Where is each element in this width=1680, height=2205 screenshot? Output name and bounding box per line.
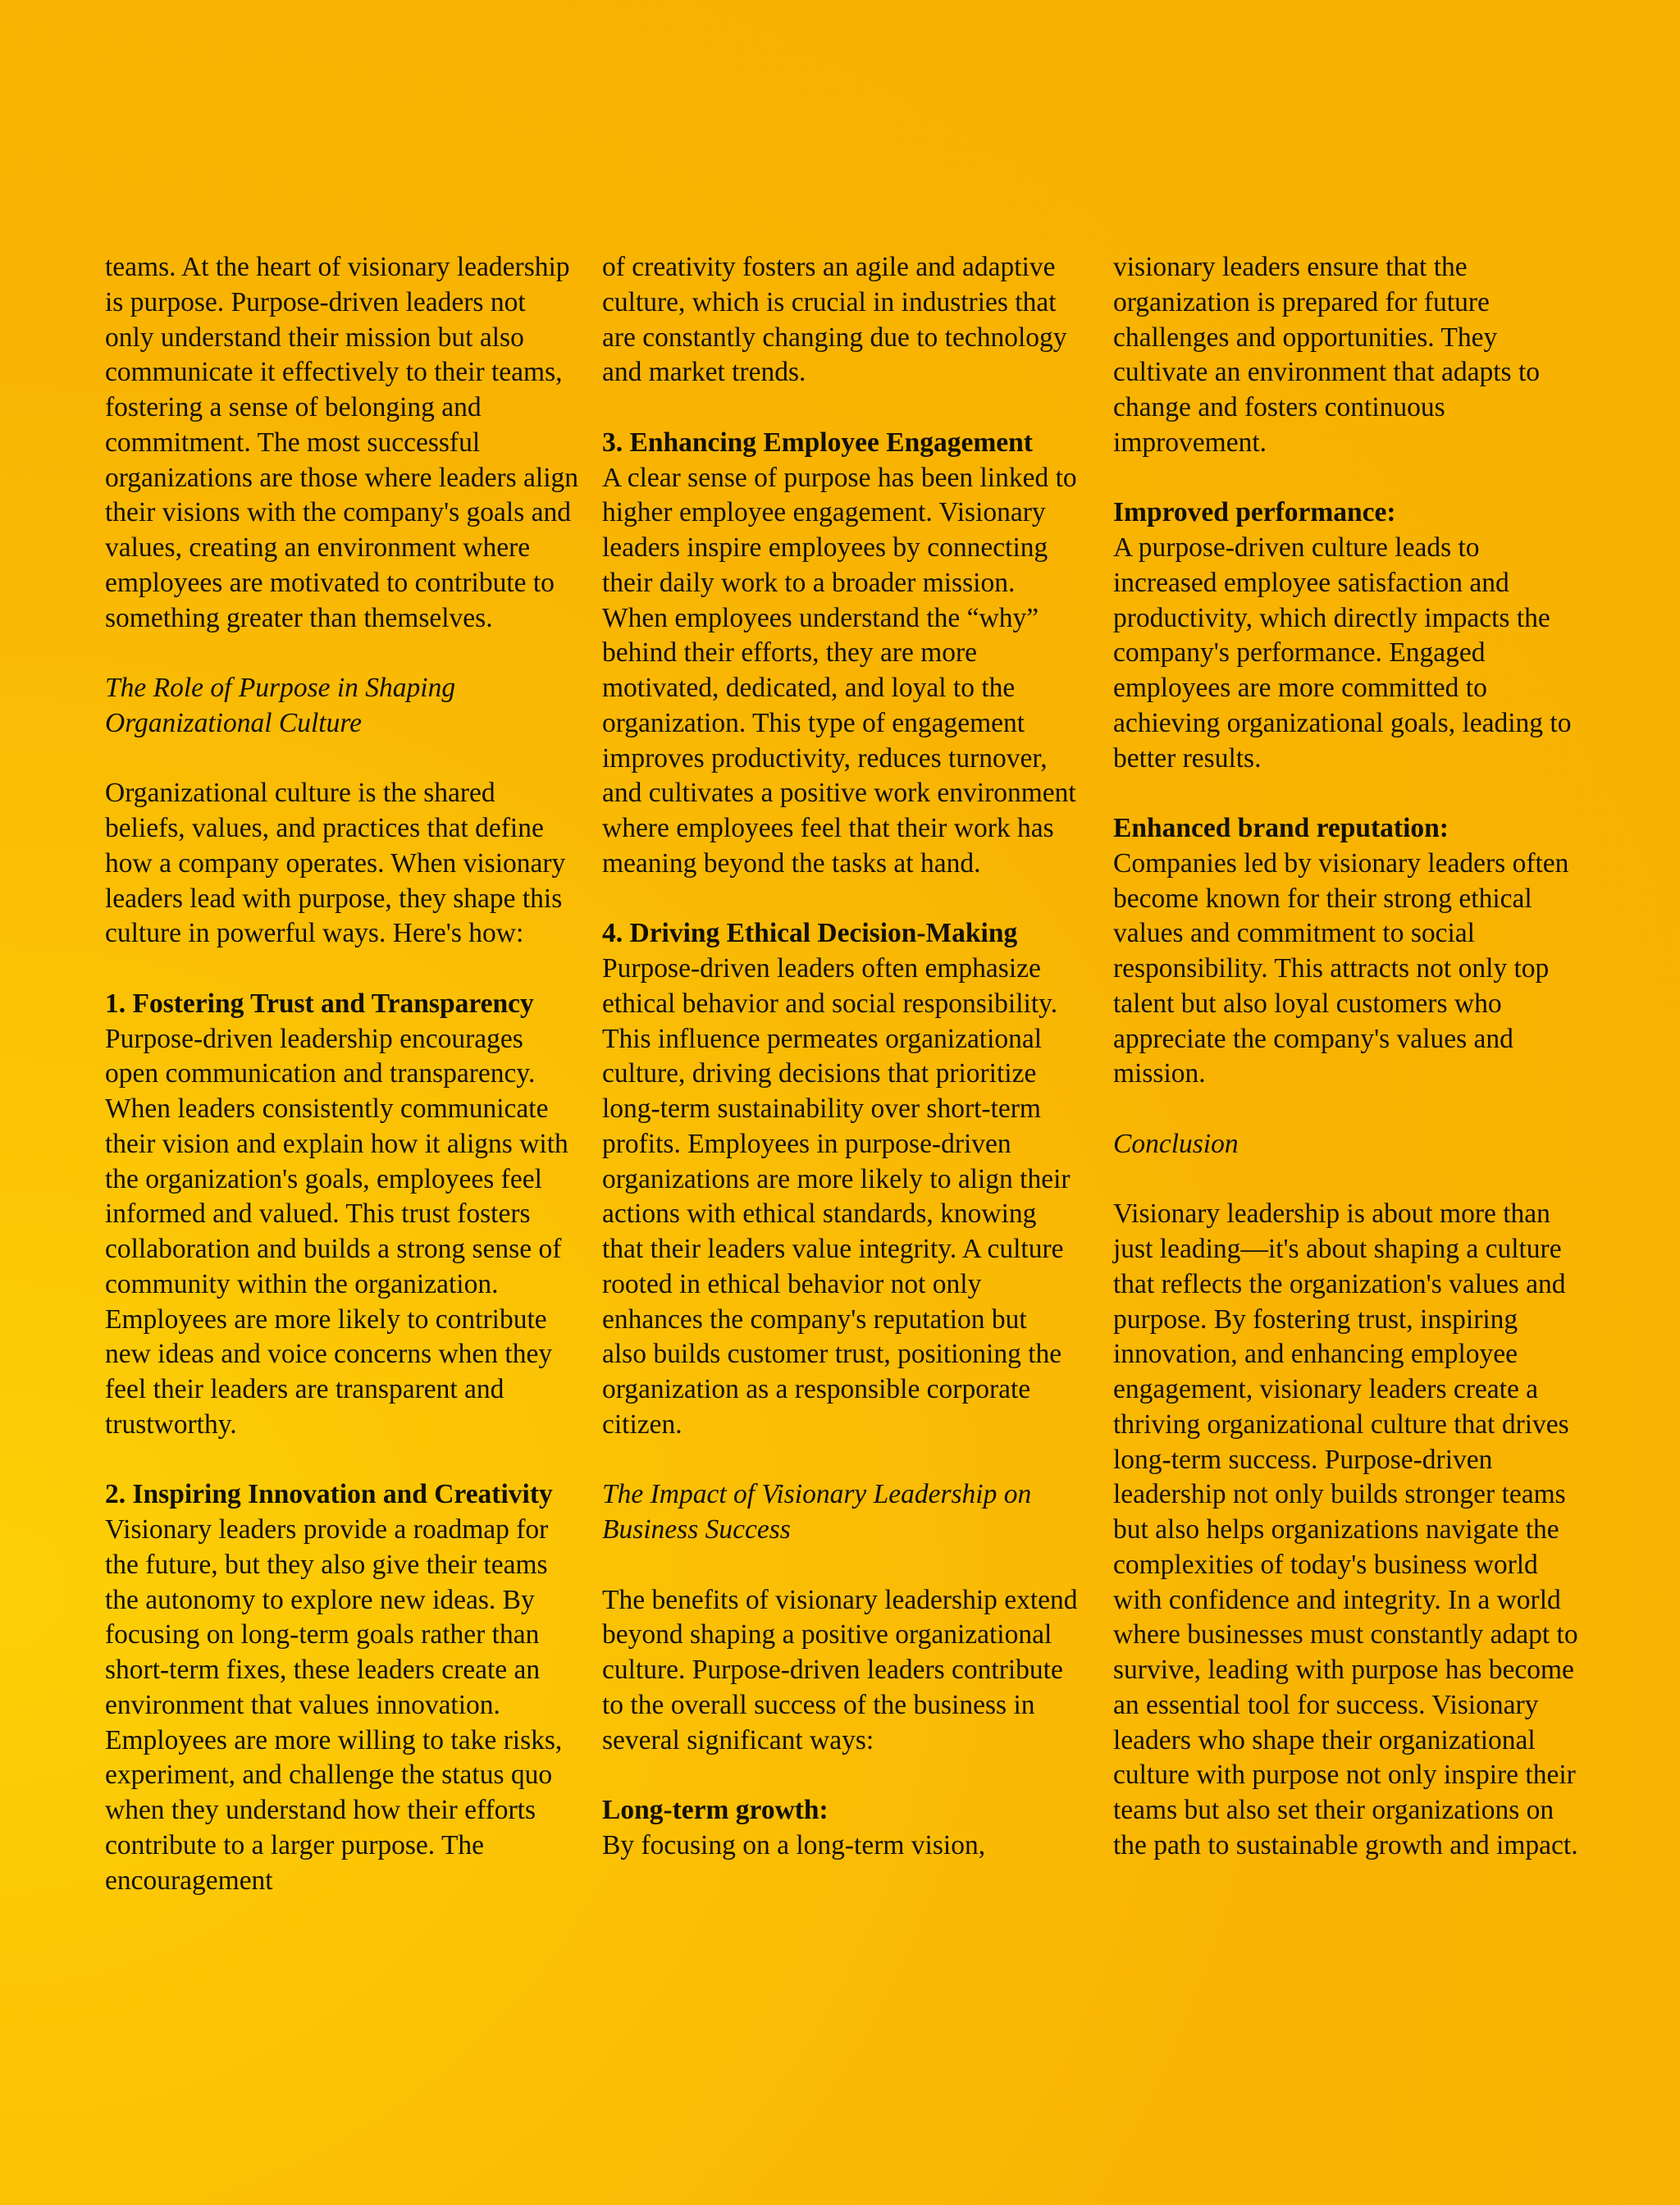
item-ethical-decision-making (602, 916, 1078, 1442)
item-improved-performance (1113, 495, 1589, 776)
conclusion-paragraph: Visionary leadership is about more than just leading—it's about shaping a culture that reflects the organization's values and purpose. By fostering trust, inspiring innovation, and enhancing employee engagement, visionary leaders create a thriving organizational culture that drives long-term success. Purpose-driven leadership not only builds stronger teams but also helps organizations navigate the complexities of today's business world with confidence and integrity. In a world where businesses must constantly adapt to survive, leading with purpose has become an essential tool for success. Visionary leaders who shape their organizational culture with purpose not only inspire their teams but also set their organizations on the path to sustainable growth and impact. (1113, 1198, 1578, 1860)
item-heading: Improved performance: (1113, 497, 1396, 528)
growth-continued-paragraph: visionary leaders ensure that the organization is prepared for future challenges and opportunities. They cultivate an environment that adapts to change and fosters continuous improvement. (1113, 252, 1541, 458)
item-body: Visionary leaders provide a roadmap for the future, but they also give their teams the autonomy to explore new ideas. By focusing on long-term goals rather than short-term fixes, these leaders create an environment that values innovation. Employees are more willing to take risks, experiment, and challenge the status quo when they understand how their efforts contribute to a larger purpose. The encouragement (105, 1514, 563, 1896)
benefits-paragraph: The benefits of visionary leadership extend beyond shaping a positive organizational culture. Purpose-driven leaders contribute to the overall success of the business in several significant ways: (602, 1584, 1078, 1755)
item-body: A clear sense of purpose has been linked to higher employee engagement. Visionary leaders inspire employees by connecting their daily work to a broader mission. When employees understand the “why” behind their efforts, they are more motivated, dedicated, and loyal to the organization. This type of engagement improves productivity, reduces turnover, and cultivates a positive work environment where employees feel that their work has meaning beyond the tasks at hand. (602, 462, 1077, 879)
section-title-role-of-purpose: The Role of Purpose in Shaping Organizational Culture (105, 673, 456, 738)
item-heading: 3. Enhancing Employee Engagement (602, 427, 1033, 458)
item-body: A purpose-driven culture leads to increased employee satisfaction and productivity, which directly impacts the company's performance. Engaged employees are more committed to achieving organizational goals, leading to better results. (1113, 532, 1572, 774)
item-heading: 1. Fostering Trust and Transparency (105, 988, 534, 1019)
item-trust-transparency (105, 987, 581, 1443)
article-column-3 (1113, 250, 1589, 1864)
item-body: Companies led by visionary leaders often become known for their strong ethical values and commitment to social responsibility. This attracts not only top talent but also loyal customers who appreciate the company's values and mission. (1113, 847, 1569, 1089)
item-body: By focusing on a long-term vision, (602, 1829, 986, 1860)
intro-paragraph: teams. At the heart of visionary leadership is purpose. Purpose-driven leaders not only understand their mission but also communicate it effectively to their teams, fostering a sense of belonging and commitment. The most successful organizations are those where leaders align their visions with the company's goals and values, creating an environment where employees are motivated to contribute to something greater than themselves. (105, 252, 579, 633)
item-innovation-creativity (105, 1477, 581, 1898)
item-heading: Enhanced brand reputation: (1113, 813, 1449, 843)
article-column-2 (602, 250, 1078, 1864)
innovation-continued-paragraph: of creativity fosters an agile and adaptive culture, which is crucial in industries that are constantly changing due to technology and market trends. (602, 252, 1067, 388)
item-employee-engagement (602, 426, 1078, 882)
culture-paragraph: Organizational culture is the shared beliefs, values, and practices that define how a company operates. When visionary leaders lead with purpose, they shape this culture in powerful ways. Here's how: (105, 778, 566, 949)
section-title-impact: The Impact of Visionary Leadership on Business Success (602, 1479, 1032, 1545)
section-title-conclusion: Conclusion (1113, 1128, 1239, 1159)
item-heading: 4. Driving Ethical Decision-Making (602, 918, 1018, 949)
item-heading: Long-term growth: (602, 1795, 829, 1825)
item-long-term-growth (602, 1793, 1078, 1864)
item-body: Purpose-driven leadership encourages open communication and transparency. When leaders consistently communicate their vision and explain how it aligns with the organization's goals, employees feel informed and valued. This trust fosters collaboration and builds a strong sense of community within the organization. Employees are more likely to contribute new ideas and voice concerns when they feel their leaders are transparent and trustworthy. (105, 1023, 568, 1440)
item-brand-reputation (1113, 811, 1589, 1092)
article-column-1 (105, 250, 581, 1898)
item-heading: 2. Inspiring Innovation and Creativity (105, 1479, 553, 1510)
item-body: Purpose-driven leaders often emphasize ethical behavior and social responsibility. This influence permeates organizational culture, driving decisions that prioritize long-term sustainability over short-term profits. Employees in purpose-driven organizations are more likely to align their actions with ethical standards, knowing that their leaders value integrity. A culture rooted in ethical behavior not only enhances the company's reputation but also builds customer trust, positioning the organization as a responsible corporate citizen. (602, 953, 1071, 1440)
